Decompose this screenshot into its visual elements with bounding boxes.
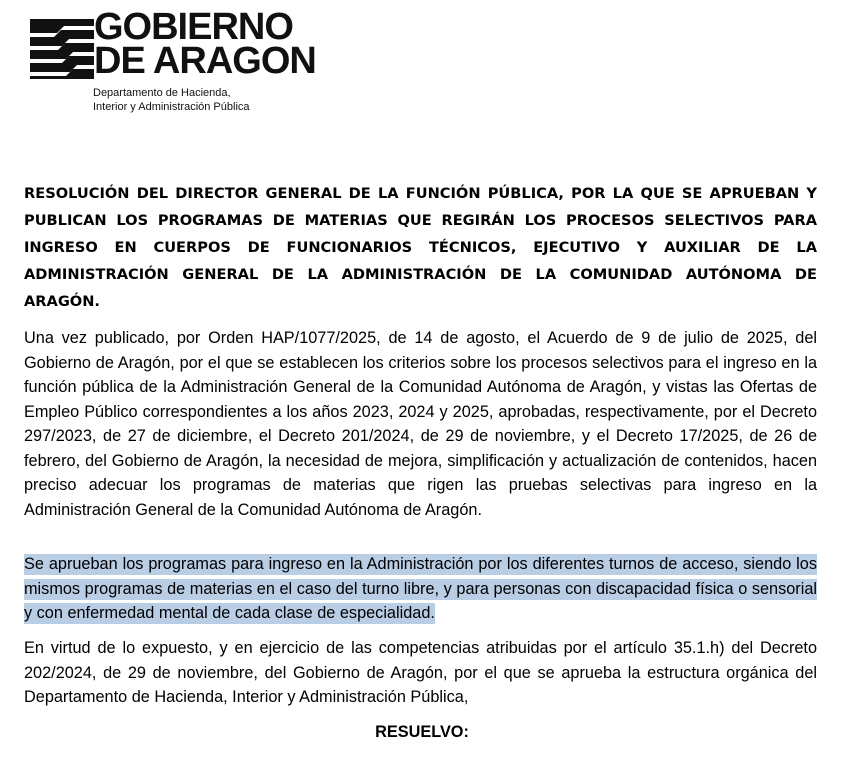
aragon-stripes-logo-icon <box>30 17 94 81</box>
department-name <box>93 86 250 114</box>
paragraph-intro: Una vez publicado, por Orden HAP/1077/2025, de 14 de agosto, el Acuerdo de 9 de julio de 2025, del Gobierno de Aragón, por el que se establecen los criterios sobre los procesos selectivos para el ingreso en la función pública de la Administración General de la Comunidad Autónoma de Aragón, y vistas las Ofertas de Empleo Público correspondientes a los años 2023, 2024 y 2025, aprobadas, respectivamente, por el Decreto 297/2023, de 27 de diciembre, el Decreto 201/2024, de 29 de noviembre, y el Decreto 17/2025, de 26 de febrero, del Gobierno de Aragón, la necesidad de mejora, simplificación y actualización de contenidos, hacen preciso adecuar los programas de materias que rigen las pruebas selectivas para ingreso en la Administración General de la Comunidad Autónoma de Aragón. <box>24 329 817 519</box>
department-line-1: Departamento de Hacienda, <box>93 87 231 99</box>
paragraph-highlighted <box>24 552 817 626</box>
header <box>30 6 430 120</box>
selected-text-highlight[interactable]: Se aprueban los programas para ingreso en la Administración por los diferentes turnos de acceso, siendo los mismos programas de materias en el caso del turno libre, y para personas con discapacidad física o sensorial y con enfermedad mental de cada clase de especialidad. <box>24 555 817 622</box>
logo-wordmark <box>94 6 316 82</box>
paragraph-competences: En virtud de lo expuesto, y en ejercicio de las competencias atribuidas por el artículo 35.1.h) del Decreto 202/2024, de 29 de noviembre, del Gobierno de Aragón, por el que se aprueba la estructura orgánica del Departamento de Hacienda, Interior y Administración Pública, <box>24 639 817 706</box>
resuelvo-heading: RESUELVO: <box>375 723 469 741</box>
logo-line-2: DE ARAGON <box>94 40 316 82</box>
document-title: RESOLUCIÓN DEL DIRECTOR GENERAL DE LA FUNCIÓN PÚBLICA, POR LA QUE SE APRUEBAN Y PUBLICAN LOS PROGRAMAS DE MATERIAS QUE REGIRÁN LOS PROCESOS SELECTIVOS PARA INGRESO EN CUERPOS DE FUNCIONARIOS TÉCNICOS, EJECUTIVO Y AUXILIAR DE LA ADMINISTRACIÓN GENERAL DE LA ADMINISTRACIÓN DE LA COMUNIDAD AUTÓNOMA DE ARAGÓN. <box>24 185 817 310</box>
logo-line-1: GOBIERNO <box>94 6 293 48</box>
department-line-2: Interior y Administración Pública <box>93 101 250 113</box>
